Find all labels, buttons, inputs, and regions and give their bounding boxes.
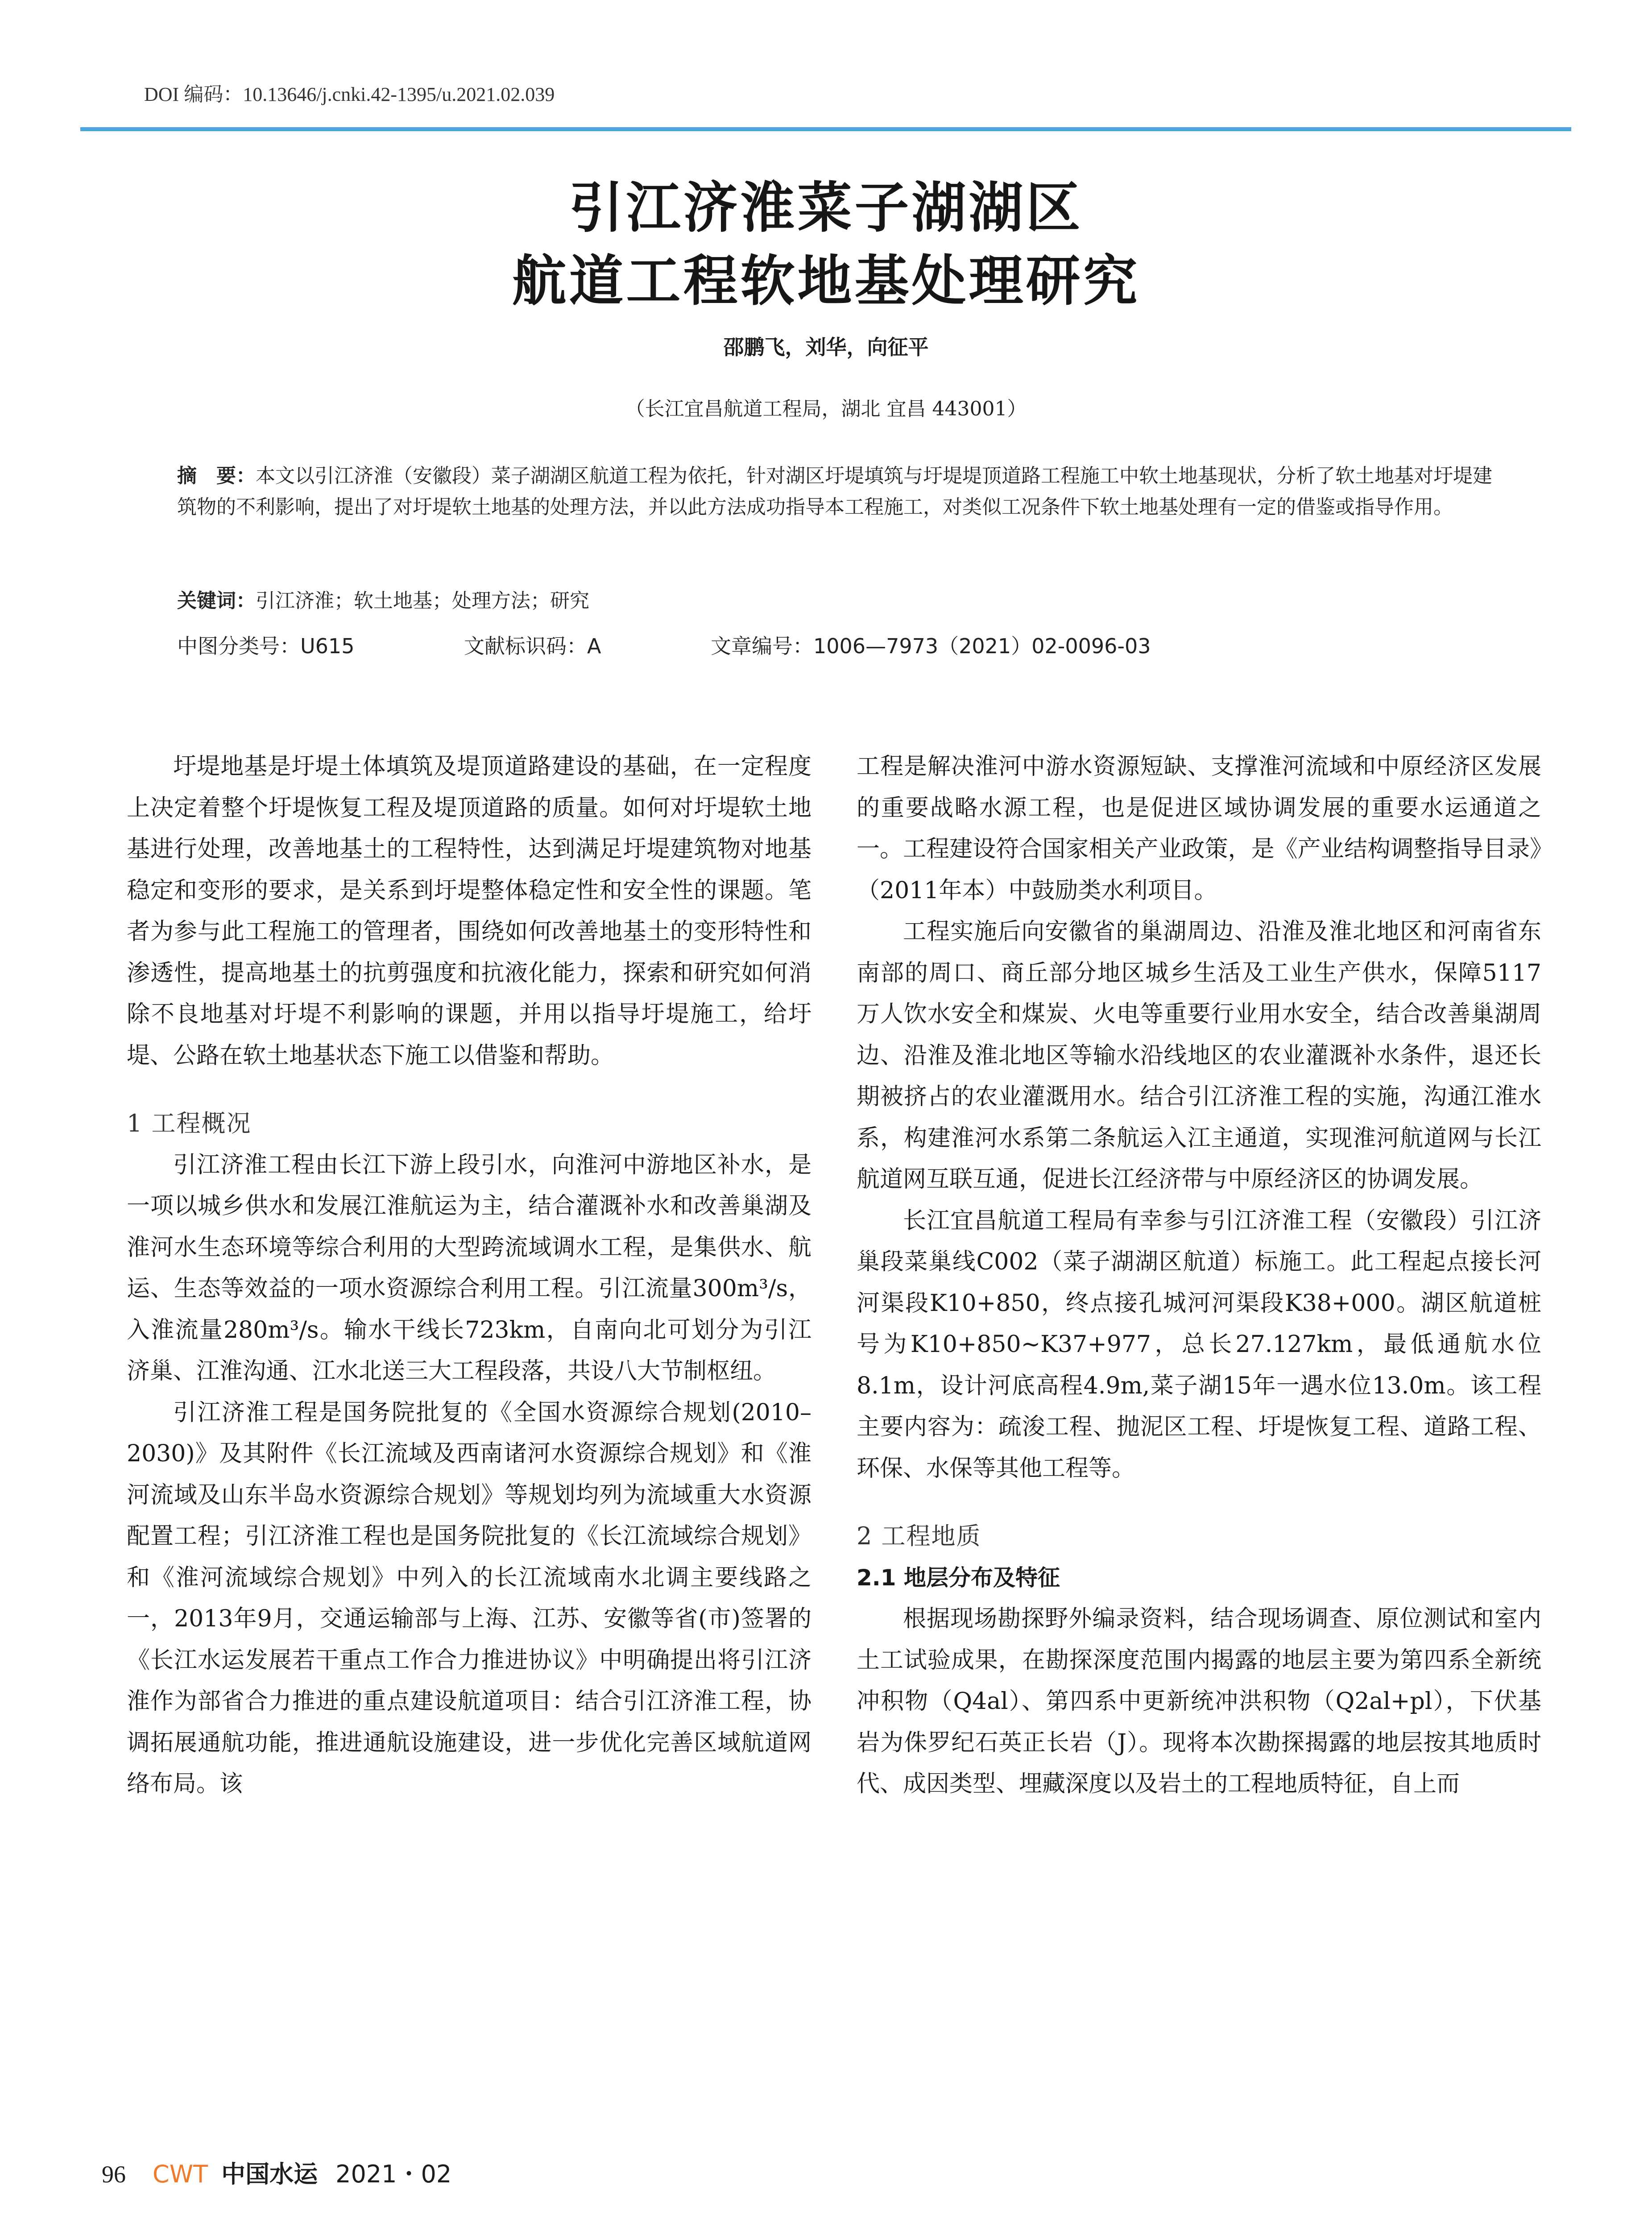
article-number: 文章编号：1006—7973（2021）02-0096-03 (711, 634, 1151, 658)
title-line-1: 引江济淮菜子湖湖区 (569, 176, 1083, 240)
page-number: 96 (102, 2161, 126, 2188)
keywords-text: 引江济淮；软土地基；处理方法；研究 (256, 589, 589, 612)
left-column (127, 746, 812, 1805)
doi-line: DOI 编码：10.13646/j.cnki.42-1395/u.2021.02.039 (144, 83, 555, 105)
abstract-text: 本文以引江济淮（安徽段）菜子湖湖区航道工程为依托，针对湖区圩堤填筑与圩堤堤顶道路工程施工中软土地基现状，分析了软土地基对圩堤建筑物的不利影响，提出了对圩堤软土地基的处理方法，并以此方法成功指导本工程施工，对类似工况条件下软土地基处理有一定的借鉴或指导作用。 (177, 464, 1492, 518)
title-line-2: 航道工程软地基处理研究 (512, 249, 1140, 313)
section-2-1-paragraph: 根据现场勘探野外编录资料，结合现场调查、原位测试和室内土工试验成果，在勘探深度范围内揭露的地层主要为第四系全新统冲积物（Q4al）、第四系中更新统冲洪积物（Q2al+pl），下伏基岩为侏罗纪石英正长岩（J）。现将本次勘探揭露的地层按其地质时代、成因类型、埋藏深度以及岩土的工程地质特征，自上而 (857, 1605, 1541, 1797)
journal-logo: CWT (153, 2160, 208, 2188)
continued-paragraph: 工程是解决淮河中游水资源短缺、支撑淮河流域和中原经济区发展的重要战略水源工程，也是促进区域协调发展的重要水运通道之一。工程建设符合国家相关产业政策，是《产业结构调整指导目录》（2011年本）中鼓励类水利项目。 (857, 753, 1541, 904)
intro-paragraph: 圩堤地基是圩堤土体填筑及堤顶道路建设的基础，在一定程度上决定着整个圩堤恢复工程及堤顶道路的质量。如何对圩堤软土地基进行处理，改善地基土的工程特性，达到满足圩堤建筑物对地基稳定和变形的要求，是关系到圩堤整体稳定性和安全性的课题。笔者为参与此工程施工的管理者，围绕如何改善地基土的变形特性和渗透性，提高地基土的抗剪强度和抗液化能力，探索和研究如何消除不良地基对圩堤不利影响的课题，并用以指导圩堤施工，给圩堤、公路在软土地基状态下施工以借鉴和帮助。 (127, 753, 812, 1069)
header-rule (80, 127, 1571, 131)
abstract (177, 460, 1493, 523)
section-2-heading: 2 工程地质 (857, 1522, 981, 1550)
document-code: 文献标识码：A (464, 634, 601, 658)
affiliation: （长江宜昌航道工程局，湖北 宜昌 443001） (625, 398, 1027, 420)
section-1-paragraph-4: 长江宜昌航道工程局有幸参与引江济淮工程（安徽段）引江济巢段菜巢线C002（菜子湖湖区航道）标施工。此工程起点接长河河渠段K10+850，终点接孔城河河渠段K38+000。湖区航道桩号为K10+850~K37+977，总长27.127km，最低通航水位8.1m，设计河底高程4.9m,菜子湖15年一遇水位13.0m。该工程主要内容为：疏浚工程、抛泥区工程、圩堤恢复工程、道路工程、环保、水保等其他工程等。 (857, 1207, 1541, 1482)
section-2-1-heading: 2.1 地层分布及特征 (857, 1564, 1060, 1591)
abstract-label: 摘 要： (177, 464, 256, 487)
keywords-label: 关键词： (177, 589, 256, 612)
page-footer (102, 2155, 451, 2190)
section-1-paragraph-2: 引江济淮工程是国务院批复的《全国水资源综合规划(2010–2030)》及其附件《长江流域及西南诸河水资源综合规划》和《淮河流域及山东半岛水资源综合规划》等规划均列为流域重大水资源配置工程；引江济淮工程也是国务院批复的《长江流域综合规划》和《淮河流域综合规划》中列入的长江流域南水北调主要线路之一，2013年9月，交通运输部与上海、江苏、安徽等省(市)签署的《长江水运发展若干重点工作合力推进协议》中明确提出将引江济淮作为部省合力推进的重点建设航道项目：结合引江济淮工程，协调拓展通航功能，推进通航设施建设，进一步优化完善区域航道网络布局。该 (127, 1399, 812, 1797)
right-column (857, 746, 1541, 1805)
journal-name: 中国水运 (221, 2160, 318, 2188)
section-1-heading: 1 工程概况 (127, 1109, 252, 1137)
authors: 邵鹏飞，刘华，向征平 (723, 335, 929, 359)
section-1-paragraph-3: 工程实施后向安徽省的巢湖周边、沿淮及淮北地区和河南省东南部的周口、商丘部分地区城乡生活及工业生产供水，保障5117万人饮水安全和煤炭、火电等重要行业用水安全，结合改善巢湖周边、沿淮及淮北地区等输水沿线地区的农业灌溉补水条件，退还长期被挤占的农业灌溉用水。结合引江济淮工程的实施，沟通江淮水系，构建淮河水系第二条航运入江主通道，实现淮河航道网与长江航道网互联互通，促进长江经济带与中原经济区的协调发展。 (857, 918, 1541, 1193)
section-1-paragraph-1: 引江济淮工程由长江下游上段引水，向淮河中游地区补水，是一项以城乡供水和发展江淮航运为主，结合灌溉补水和改善巢湖及淮河水生态环境等综合利用的大型跨流域调水工程，是集供水、航运、生态等效益的一项水资源综合利用工程。引江流量300m³/s，入淮流量280m³/s。输水干线长723km，自南向北可划分为引江济巢、江淮沟通、江水北送三大工程段落，共设八大节制枢纽。 (127, 1151, 812, 1385)
keywords (177, 585, 589, 613)
issue-number: 2021・02 (335, 2160, 452, 2188)
clc-number: 中图分类号：U615 (177, 634, 355, 658)
